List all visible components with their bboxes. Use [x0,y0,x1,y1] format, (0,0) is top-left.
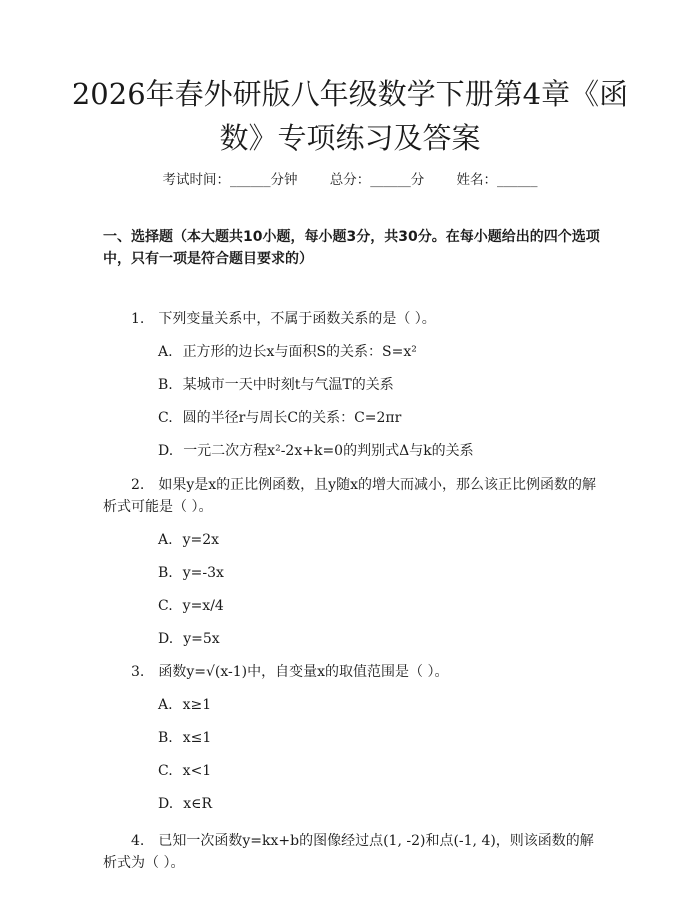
option-letter: A. [158,344,173,360]
option-1a [158,341,417,363]
option-letter: C. [158,763,173,779]
option-letter: B. [158,565,173,581]
question-2 [103,474,603,518]
option-1c [158,407,401,429]
question-number: 3. [131,664,145,680]
option-text: 正方形的边长x与面积S的关系：S=x² [182,344,417,360]
option-2d [158,628,220,650]
option-text: 一元二次方程x²-2x+k=0的判别式Δ与k的关系 [183,443,474,459]
option-text: 圆的半径r与周长C的关系：C=2πr [182,410,402,426]
question-text: 下列变量关系中，不属于函数关系的是（ ）。 [158,311,436,327]
option-letter: C. [158,598,173,614]
option-text: y=2x [182,532,220,548]
question-number: 1. [131,311,145,327]
question-text: 如果y是x的正比例函数，且y随x的增大而减小，那么该正比例函数的解析式可能是（ ）。 [103,477,596,515]
question-text: 函数y=√(x-1)中，自变量x的取值范围是（ ）。 [158,664,449,680]
section-heading: 一、选择题（本大题共10小题，每小题3分，共30分。在每小题给出的四个选项中，只有一项是符合题目要求的） [103,229,600,267]
question-4 [103,830,603,874]
option-letter: B. [158,377,173,393]
option-1d [158,440,474,462]
option-letter: B. [158,730,173,746]
question-text: 已知一次函数y=kx+b的图像经过点(1, -2)和点(-1, 4)，则该函数的解析式为（ ）。 [103,833,594,871]
option-text: 某城市一天中时刻t与气温T的关系 [182,377,394,393]
option-2a [158,529,219,551]
option-letter: D. [158,631,174,647]
question-1 [103,308,603,330]
option-1b [158,374,394,396]
exam-time: 考试时间：______分钟 [162,172,298,188]
option-text: y=-3x [182,565,224,581]
option-letter: D. [158,443,174,459]
option-letter: A. [158,697,173,713]
option-text: y=5x [183,631,220,647]
option-3a [158,694,211,716]
option-letter: A. [158,532,173,548]
option-letter: D. [158,796,174,812]
option-text: x∈R [183,796,212,812]
option-2b [158,562,224,584]
exam-info [0,168,700,188]
question-3 [103,661,603,683]
option-3b [158,727,211,749]
document-title: 2026年春外研版八年级数学下册第4章《函数》专项练习及答案 [71,77,629,155]
total-score: 总分：______分 [329,172,425,188]
student-name: 姓名：______ [456,172,538,188]
option-letter: C. [158,410,173,426]
question-number: 4. [131,833,145,849]
option-3c [158,760,211,782]
option-3d [158,793,212,815]
option-text: y=x/4 [182,598,224,614]
question-number: 2. [131,477,145,493]
option-2c [158,595,224,617]
option-text: x≤1 [182,730,212,746]
option-text: x≥1 [182,697,212,713]
option-text: x<1 [182,763,212,779]
